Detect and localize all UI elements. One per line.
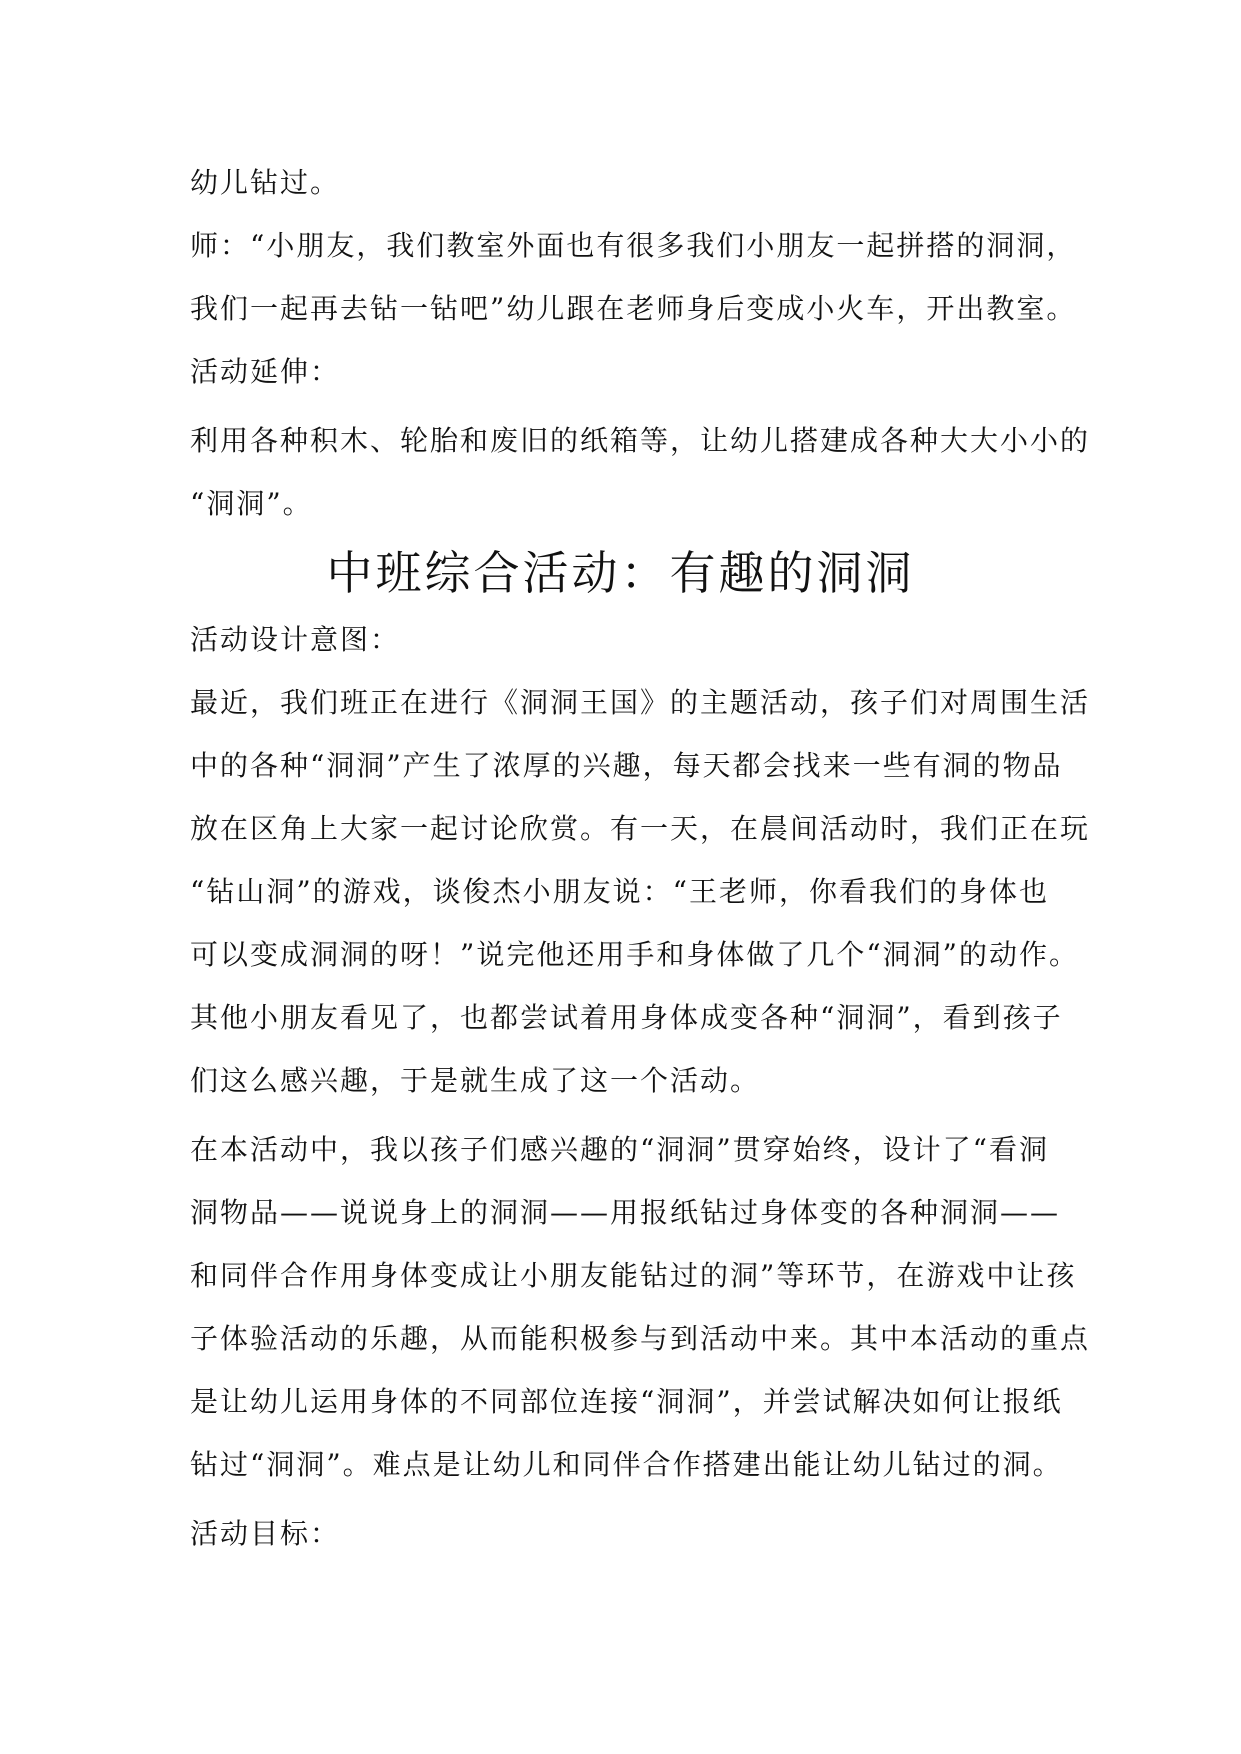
paragraph-line: 可以变成洞洞的呀！”说完他还用手和身体做了几个“洞洞”的动作。	[190, 938, 1079, 971]
page-title: 中班综合活动：有趣的洞洞	[326, 546, 915, 600]
paragraph-line: 幼儿钻过。	[190, 166, 341, 199]
paragraph-line: 我们一起再去钻一钻吧”幼儿跟在老师身后变成小火车，开出教室。	[190, 292, 1077, 325]
section-heading: 活动延伸：	[190, 355, 341, 388]
paragraph-line: 洞物品——说说身上的洞洞——用报纸钻过身体变的各种洞洞——	[190, 1196, 1061, 1229]
paragraph-line: 其他小朋友看见了，也都尝试着用身体成变各种“洞洞”，看到孩子	[190, 1001, 1063, 1034]
paragraph-line: 和同伴合作用身体变成让小朋友能钻过的洞”等环节，在游戏中让孩	[190, 1259, 1077, 1292]
paragraph-line: 师：“小朋友，我们教室外面也有很多我们小朋友一起拼搭的洞洞，	[190, 229, 1077, 262]
paragraph-line: “洞洞”。	[190, 487, 313, 520]
paragraph-line: 们这么感兴趣，于是就生成了这一个活动。	[190, 1064, 761, 1097]
paragraph-line: 利用各种积木、轮胎和废旧的纸箱等，让幼儿搭建成各种大大小小的	[190, 424, 1091, 457]
paragraph-line: 钻过“洞洞”。难点是让幼儿和同伴合作搭建出能让幼儿钻过的洞。	[190, 1448, 1063, 1481]
paragraph-line: 中的各种“洞洞”产生了浓厚的兴趣，每天都会找来一些有洞的物品	[190, 749, 1063, 782]
paragraph-line: 放在区角上大家一起讨论欣赏。有一天，在晨间活动时，我们正在玩	[190, 812, 1091, 845]
paragraph-line: 在本活动中，我以孩子们感兴趣的“洞洞”贯穿始终，设计了“看洞	[190, 1133, 1049, 1166]
paragraph-line: 最近，我们班正在进行《洞洞王国》的主题活动，孩子们对周围生活	[190, 686, 1091, 719]
section-heading: 活动设计意图：	[190, 623, 401, 656]
paragraph-line: “钻山洞”的游戏，谈俊杰小朋友说：“王老师，你看我们的身体也	[190, 875, 1049, 908]
section-heading: 活动目标：	[190, 1517, 341, 1550]
paragraph-line: 是让幼儿运用身体的不同部位连接“洞洞”，并尝试解决如何让报纸	[190, 1385, 1063, 1418]
paragraph-line: 子体验活动的乐趣，从而能积极参与到活动中来。其中本活动的重点	[190, 1322, 1091, 1355]
